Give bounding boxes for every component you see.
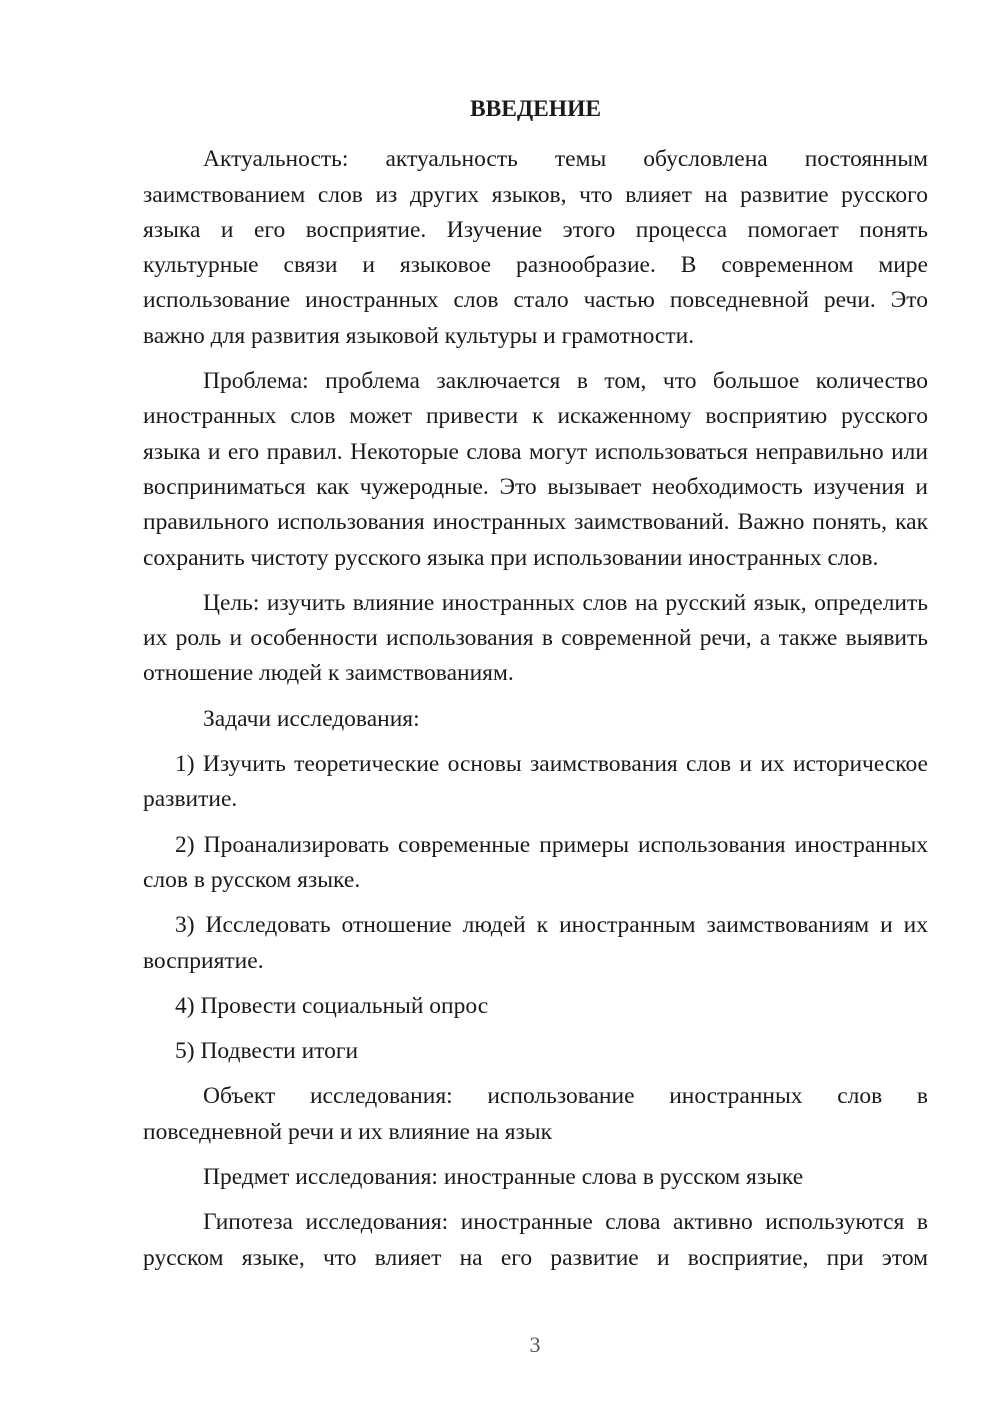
paragraph-tasks-heading: Задачи исследования: [203, 705, 420, 732]
paragraph-object: Объект исследования: использование иностранных слов в повседневной речи и их влияние на язык [143, 1083, 928, 1145]
task-item-5: 5) Подвести итоги [175, 1038, 359, 1065]
paragraph-hypothesis: Гипотеза исследования: иностранные слова активно используются в русском языке, что влияет на его развитие и восприятие, при этом [143, 1209, 928, 1271]
task-item-4: 4) Провести социальный опрос [175, 992, 489, 1019]
page-content [143, 92, 928, 1286]
task-item-3: 3) Исследовать отношение людей к иностранным заимствованиям и их восприятие. [143, 912, 928, 974]
paragraph-relevance: Актуальность: актуальность темы обусловлена постоянным заимствованием слов из других языков, что влияет на развитие русского языка и его восприятие. Изучение этого процесса помогает понять культурные связи и языковое разнообразие. В современном мире использование иностранных слов стало частью повседневной речи. Это важно для развития языковой культуры и грамотности. [143, 146, 928, 349]
paragraph-problem: Проблема: проблема заключается в том, что большое количество иностранных слов может привести к искаженному восприятию русского языка и его правил. Некоторые слова могут использоваться неправильно или восприниматься как чужеродные. Это вызывает необходимость изучения и правильного использования иностранных заимствований. Важно понять, как сохранить чистоту русского языка при использовании иностранных слов. [143, 368, 928, 571]
paragraph-goal: Цель: изучить влияние иностранных слов на русский язык, определить их роль и особенности использования в современной речи, а также выявить отношение людей к заимствованиям. [143, 589, 928, 687]
paragraph-subject: Предмет исследования: иностранные слова в русском языке [203, 1164, 804, 1191]
page-number: 3 [529, 1332, 541, 1357]
task-item-1: 1) Изучить теоретические основы заимствования слов и их историческое развитие. [143, 751, 928, 813]
section-title: ВВЕДЕНИЕ [469, 96, 602, 122]
task-item-2: 2) Проанализировать современные примеры использования иностранных слов в русском языке. [143, 831, 928, 893]
